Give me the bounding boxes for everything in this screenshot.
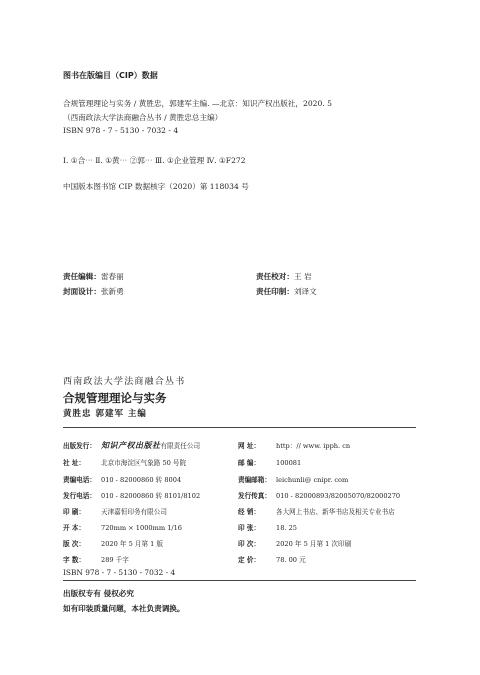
pub-publisher-value: 有限责任公司 — [160, 442, 201, 450]
pub-printer-label: 印 刷： — [63, 508, 86, 516]
pub-editor-phone-label: 责编电话： — [63, 476, 96, 484]
cip-line-title: 合规管理理论与实务 / 黄胜忠，郭建军主编. —北京：知识产权出版社，2020. 5 — [63, 99, 333, 108]
divider-top — [63, 427, 416, 428]
pub-sales-phone — [63, 490, 200, 500]
pub-format-label: 开 本： — [63, 524, 86, 532]
pub-distribution-value: 各大网上书店、新华书店及相关专业书店 — [276, 508, 395, 516]
pub-website-value: http：// www. ipph. cn — [276, 442, 351, 450]
rights-reserved: 出版权专有 侵权必究 — [63, 589, 134, 598]
staff-editor — [63, 271, 124, 282]
pub-sales-fax-value: 010 - 82000893/82005070/82000270 — [276, 492, 401, 500]
pub-edition — [63, 538, 163, 548]
pub-impression-label: 印 次： — [238, 540, 261, 548]
cip-line-isbn: ISBN 978 - 7 - 5130 - 7032 - 4 — [63, 126, 179, 135]
pub-sales-fax-label: 发行传真： — [238, 492, 271, 500]
pub-website-label: 网 址： — [238, 442, 261, 450]
cip-heading: 图书在版编目（CIP）数据 — [63, 71, 158, 80]
pub-postcode-value: 100081 — [276, 459, 302, 467]
pub-edition-label: 版 次： — [63, 540, 86, 548]
publisher-logo: 知识产权出版社 — [101, 440, 161, 450]
book-title: 合规管理理论与实务 — [63, 391, 167, 405]
pub-price-label: 定 价： — [238, 556, 261, 564]
rights-exchange-notice: 如有印装质量问题，本社负责调换。 — [63, 604, 185, 613]
pub-address — [63, 457, 186, 467]
pub-distribution-label: 经 销： — [238, 508, 261, 516]
pub-address-value: 北京市海淀区气象路 50 号院 — [101, 459, 187, 467]
staff-cover-label: 封面设计： — [63, 287, 101, 296]
pub-postcode — [238, 457, 301, 467]
pub-editor-phone-value: 010 - 82000860 转 8004 — [101, 476, 182, 484]
pub-price — [238, 554, 306, 564]
staff-proof-label: 责任校对： — [256, 272, 294, 281]
divider-bottom — [63, 580, 416, 581]
pub-format-value: 720mm × 1000mm 1/16 — [101, 524, 182, 532]
pub-sheets — [238, 522, 297, 532]
pub-editor-phone — [63, 474, 181, 484]
staff-editor-name: 雷春丽 — [100, 272, 124, 281]
pub-postcode-label: 邮 编： — [238, 459, 261, 467]
pub-wordcount-label: 字 数： — [63, 556, 86, 564]
staff-editor-label: 责任编辑： — [63, 272, 101, 281]
staff-cover-name: 张新勇 — [100, 287, 124, 296]
pub-printer-value: 天津嘉恒印务有限公司 — [101, 508, 167, 516]
cip-line-series: （西南政法大学法商融合丛书 / 黄胜忠总主编） — [63, 113, 223, 122]
pub-sheets-label: 印 张： — [238, 524, 261, 532]
pub-impression — [238, 538, 351, 548]
cip-line-classification: Ⅰ. ①合⋯ Ⅱ. ①黄⋯ ②郭⋯ Ⅲ. ①企业管理 Ⅳ. ①F272 — [63, 156, 246, 165]
pub-publisher — [63, 440, 200, 451]
pub-sheets-value: 18. 25 — [276, 524, 297, 532]
pub-editor-email-label: 责编邮箱： — [238, 476, 271, 484]
staff-print-name: 刘译文 — [293, 287, 317, 296]
series-name: 西南政法大学法商融合丛书 — [63, 377, 186, 387]
pub-format — [63, 522, 182, 532]
pub-sales-fax — [238, 490, 400, 500]
book-authors: 黄胜忠 郭建军 主编 — [63, 409, 147, 419]
pub-website — [238, 440, 350, 450]
pub-wordcount — [63, 554, 129, 564]
cip-line-record: 中国版本图书馆 CIP 数据核字（2020）第 118034 号 — [63, 182, 249, 191]
staff-cover — [63, 286, 124, 297]
pub-impression-value: 2020 年 5 月第 1 次印刷 — [276, 540, 352, 548]
pub-printer — [63, 506, 167, 516]
pub-edition-value: 2020 年 5 月第 1 版 — [101, 540, 164, 548]
staff-proofreader — [256, 271, 312, 282]
staff-print-label: 责任印制： — [256, 287, 294, 296]
pub-sales-phone-label: 发行电话： — [63, 492, 96, 500]
pub-editor-email-value: leichunli@ cnipr. com — [276, 476, 349, 484]
pub-wordcount-value: 289 千字 — [101, 556, 129, 564]
staff-printing — [256, 286, 317, 297]
pub-distribution — [238, 506, 395, 516]
pub-editor-email — [238, 474, 348, 484]
pub-address-label: 社 址： — [63, 459, 86, 467]
pub-sales-phone-value: 010 - 82000860 转 8101/8102 — [101, 492, 201, 500]
pub-price-value: 78. 00 元 — [276, 556, 306, 564]
pub-isbn: ISBN 978 - 7 - 5130 - 7032 - 4 — [63, 568, 176, 577]
staff-proof-name: 王 岩 — [293, 272, 312, 281]
pub-publisher-label: 出版发行： — [63, 442, 96, 450]
